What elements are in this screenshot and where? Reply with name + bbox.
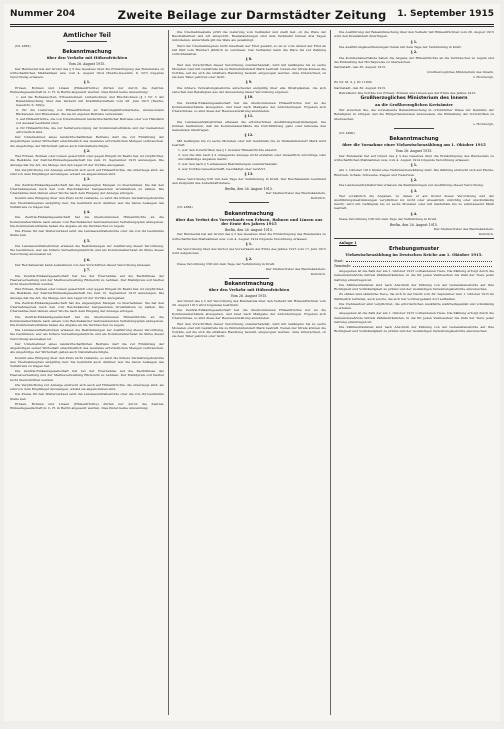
paragraph: Wird der Übernahmepreis nicht innerhalb der Frist gezahlt, so ist er vom Ablauf der Frist ab mit fünf vom Hundert jährlich zu verzinsen. Der Verkäufer kann die Ware bis zur Zahlung zurückbehalten. — [172, 43, 326, 56]
divider — [229, 278, 269, 279]
list-item: 2. wer die ihm nach § 2 obliegende Anzeige nicht erstattet oder wissentlich unrichtige oder unvollständige Angaben macht; — [178, 152, 326, 162]
list-item: 4. wer Vorräte beiseiteschafft, beschädigt oder zerstört. — [178, 166, 267, 171]
newspaper-page — [4, 4, 500, 721]
column-divider — [330, 30, 331, 715]
section-number: § 8. — [245, 57, 253, 62]
paragraph: Wer vorsätzlich die Angaben, zu denen er auf Grund dieser Verordnung und der Ausführungsbestimmungen verpflichtet ist, nicht oder wissentlich unrichtig oder unvollständig macht, wird mit Gefängnis bis zu sechs Monaten oder mit Geldstrafe bis zu zehntausend Mark bestraft. — [334, 194, 494, 211]
divider — [67, 41, 107, 42]
paragraph: Die Ausführung der Bekanntmachung über den Verkehr mit Hülsenfrüchten vom 26. August 1915 wird den Kreisämtern übertragen. — [334, 30, 494, 39]
list-item: 3. auf Hülsenfrüchte, die von Unternehmern landwirtschaftlicher Betriebe oder von Händlern zur Aussaat bestimmt sind; — [16, 117, 164, 126]
section-number: § 7. — [83, 268, 91, 273]
paragraph: Kommt eine Einigung über den Preis nicht zustande, so setzt die höhere Verwaltungsbehörde den Übernahmepreis endgültig fest. Sie bestimmt auch darüber, wer die baren Auslagen des Verfahrens zu tragen hat. — [10, 355, 164, 368]
issue-number: Nummer 204 — [10, 9, 76, 19]
paragraph: Die Verordnung über das Verbot des Vorverkaufs der Ernte des Jahres 1915 vom 17. Juni 1915 wird aufgehoben. — [172, 247, 326, 256]
notice-subtitle: über den Verkehr mit Hülsenfrüchten — [46, 55, 128, 61]
paragraph: Der Unternehmer eines landwirtschaftlichen Betriebs darf die zur Ernährung der Angehörigen seiner Wirtschaft einschließlich des Gesindes erforderlichen Mengen verbrauchen. Als Angehörige der Wirtschaft gelten auch Naturalberechtigte. — [10, 135, 164, 148]
item-list — [178, 148, 326, 171]
place-date: Darmstadt, den 30. August 1915. — [334, 85, 387, 90]
paragraph: Diese Verordnung tritt mit dem Tage der Verkündung in Kraft. — [339, 217, 438, 222]
section-title: Amtlicher Teil — [63, 32, 111, 39]
column-2 — [172, 30, 326, 717]
paragraph: Wer Erbsen, Bohnen oder Linsen gewerblich oder gegen Entgelt im Besitz hat, ist verpflichtet, die Bestände der Zentral-Einkaufsgesellschaft bis zum 15. September 1915 anzuzeigen. Die Anzeige hat die Art, die Menge und den Lagerort der Vorräte anzugeben. — [10, 154, 164, 167]
signatory-name: v. Hombergk. — [473, 121, 494, 126]
list-item: 4. für Hülsenfrüchte, die zur Selbstversorgung der Kommunalverbände und der Gemeinden erforderlich sind. — [16, 125, 164, 135]
paragraph: Wer den Vorschriften dieser Verordnung zuwiderhandelt, wird mit Gefängnis bis zu sechs Monaten oder mit Geldstrafe bis zu fünfzehnhundert Mark bestraft. Neben der Strafe können die Vorräte, auf die sich die strafbare Handlung bezieht, eingezogen werden, ohne Unterschied, ob sie dem Täter gehören oder nicht. — [172, 321, 326, 339]
section-number: § 11. — [244, 114, 254, 119]
list-item: 3. wer den nach § 5 erlassenen Bestimmungen zuwiderhandelt; — [178, 161, 278, 166]
paragraph: Kommt eine Einigung über den Preis nicht zustande, so setzt die höhere Verwaltungsbehörde den Übernahmepreis endgültig fest. Sie bestimmt auch darüber, wer die baren Auslagen des Verfahrens zu tragen hat. — [10, 196, 164, 209]
signatory-name: Delbrück. — [310, 272, 326, 277]
paragraph: Mit Gefängnis bis zu sechs Monaten oder mit Geldstrafe bis zu fünfzehnhundert Mark wird bestraft: — [172, 138, 326, 147]
paragraph: Die Übernahmestelle prüft die Lieferung vom Verkäufer und stellt fest, ob die Ware der Beschaffenheit und Art entspricht. Beanstandungen sind dem Verkäufer binnen drei Tagen mitzuteilen; andernfalls gilt die Ware als genehmigt. — [172, 30, 326, 43]
notice-date: Vom 26. August 1915. — [395, 148, 433, 153]
masthead — [10, 8, 494, 25]
paragraph: Der Unternehmer eines landwirtschaftlichen Betriebs darf die zur Ernährung der Angehörigen seiner Wirtschaft einschließlich des Gesindes erforderlichen Mengen verbrauchen. Als Angehörige der Wirtschaft gelten auch Naturalberechtigte. — [10, 341, 164, 355]
paragraph: Die Preise für den Weiterverkauf setzt die Landeszentralbehörde oder die von ihr bestimmte Stelle fest. — [10, 392, 164, 401]
form-title: Erhebungsmuster — [388, 246, 440, 253]
signatory-name: Delbrück. — [478, 231, 494, 236]
paragraph: Die Zentral-Einkaufsgesellschaft hat die übernommenen Hülsenfrüchte nur an die Kommunalverbände abzugeben, und zwar nach Maßgabe der Anforderungen. Ergeben sich Überschüsse, so sind diese der Heeresverwaltung anzubieten. — [172, 100, 326, 113]
paragraph: Zu zählen sind sämtliche Tiere, die sich in der Nacht vom 30. September zum 1. Oktober 1915 im Zählbezirk befinden, auch solche, die sich nur vorübergehend dort aufhalten. — [334, 292, 494, 301]
notice-date: Vom 26. August 1915. — [230, 293, 268, 298]
paragraph: Betreffend: Die Vorräte von Erbsen, Bohnen und Linsen aus der Ernte des Jahres 1915. — [339, 90, 477, 95]
divider — [334, 238, 494, 239]
signatory-name: Delbrück. — [310, 196, 326, 201]
paragraph: Diese Verordnung tritt mit dem Tage der Verkündung in Kraft. Der Reichskanzler bestimmt den Zeitpunkt des Außerkrafttretens. — [172, 177, 326, 186]
notice-title: Bekanntmachung — [224, 281, 274, 288]
column-divider — [168, 30, 169, 715]
paragraph: Die Viehbesitzer sind verpflichtet, die erforderlichen Auskünfte wahrheitsgemäß und vollständig zu erteilen. — [334, 301, 494, 311]
paragraph: Die Landeszentralbehörden erlassen die Bestimmungen zur Ausführung dieser Verordnung. Sie bestimmen, wer als höhere Verwaltungsbehörde und als Kommunalverband im Sinne dieser Verordnung anzusehen ist. — [10, 328, 164, 341]
list-item: 2. für die Lieferung von Hülsenfrüchten an Nahrungsmittelbetriebe, insbesondere Bäckereien und Brauereien, die sie im eigenen Betriebe verwenden; — [16, 108, 164, 117]
issue-date: 1. September 1915 — [397, 9, 494, 19]
divider — [394, 128, 434, 129]
place-date: Berlin, den 26. August 1915. — [224, 186, 274, 191]
paragraph: Die Verpflichtung zur Anzeige erstreckt sich auch auf Hülsenfrüchte, die unterwegs sind; sie sind von dem Empfänger anzuzeigen, sobald sie angekommen sind. — [10, 382, 164, 392]
divider — [229, 202, 269, 203]
header-rule — [10, 26, 494, 27]
paragraph: Am 1. Oktober 1915 findet eine Viehzwischenzählung statt. Die Zählung erstreckt sich auf Pferde, Rindvieh, Schafe, Schweine, Ziegen und Federvieh. — [334, 168, 494, 177]
newspaper-title: Zweite Beilage zur Darmstädter Zeitung — [117, 8, 387, 22]
section-number: § 1. — [410, 163, 418, 168]
ministry-name: Großherzogliches Ministerium des Innern. — [427, 70, 494, 75]
paragraph: Die Verpflichtung zur Anzeige erstreckt sich auch auf Hülsenfrüchte, die unterwegs sind; sie sind von dem Empfänger anzuzeigen, sobald sie angekommen sind. — [10, 167, 164, 177]
paragraph: Auf Grund des § 5 der Verordnung des Bundesrats über den Verkehr mit Hülsenfrüchten vom 26. August 1915 wird folgendes bestimmt: — [172, 298, 326, 307]
paragraph: Die Zentral-Einkaufsgesellschaft hat die übernommenen Hülsenfrüchte nur an die Kommunalverbände abzugeben, und zwar nach Maßgabe der Anforderungen. Ergeben sich Überschüsse, so sind diese der Heeresverwaltung anzubieten. — [172, 308, 326, 321]
notice-ref: (Nr. 4884) — [177, 205, 193, 210]
section-number: § 13. — [244, 171, 254, 176]
notice-subtitle: über den Verkehr mit Hülsenfrüchten — [208, 287, 290, 293]
section-number: § 2. — [410, 177, 418, 182]
notice-ref: (Nr. 4883) — [15, 44, 31, 48]
notice-subtitle: über die Vornahme einer Viehzwischenzählung am 1. Oktober 1915 — [342, 142, 486, 148]
notice-title: Bekanntmachung — [224, 210, 274, 217]
section-number: § 2. — [83, 148, 91, 153]
paragraph: Der Bundesrat hat auf Grund des § 3 des Gesetzes über die Ermächtigung des Bundesrats zu wirtschaftlichen Maßnahmen usw. vom 4. August 1914 (Reichs-Gesetzbl. S. 327) folgende Verordnung erlassen: — [10, 66, 164, 79]
paragraph: Der Reichskanzler kann Ausnahmen von den Vorschriften dieser Verordnung zulassen. — [15, 262, 152, 267]
paragraph: Die Landeszentralbehörden erlassen die erforderlichen Ausführungsbestimmungen. Sie können bestimmen, daß die Kommunalverbände die Durchführung ganz oder teilweise den Gemeinden übertragen. — [172, 119, 326, 132]
column-3 — [334, 30, 494, 717]
ministry-heading: Großherzogliches Ministerium des Innern — [360, 96, 468, 102]
section-number: § 5. — [83, 238, 91, 243]
paragraph: Der Bundesrat hat auf Grund des § 3 des Gesetzes über die Ermächtigung des Bundesrats zu wirtschaftlichen Maßnahmen usw. vom 4. August 1914 folgende Verordnung erlassen: — [334, 153, 494, 162]
section-number: § 3. — [83, 177, 91, 182]
notice-date: Vom 26. August 1915. — [68, 61, 106, 66]
list-item: 1. wer den Vorschriften des § 1 zuwider Hülsenfrüchte absetzt; — [178, 148, 278, 153]
addressee: an die Großherzoglichen Kreisämter — [375, 101, 453, 107]
annex-label: Anlage 1 — [339, 240, 357, 245]
reference-number: Zu Nr. M. d. J. III 11209. — [334, 80, 373, 85]
item-list — [16, 95, 164, 134]
notice-title: Bekanntmachung — [62, 49, 112, 56]
paragraph: Die Zählbezirkslisten sind nach Abschluß der Zählung von der Gemeindebehörde auf ihre Richtigkeit und Vollständigkeit zu prüfen und der zuständigen Verwaltungsbehörde einzureichen. — [334, 325, 494, 334]
section-number: § 4. — [83, 210, 91, 215]
paragraph: Erbsen, Bohnen und Linsen (Hülsenfrüchte) dürfen nur durch die Zentral-Einkaufsgesellschaft m. b. H. in Berlin abgesetzt werden. Dies findet keine Anwendung: — [10, 85, 164, 94]
column-1 — [10, 30, 164, 717]
section-number: § 1. — [410, 39, 418, 44]
paragraph: Die Landeszentralbehörden erlassen die Bestimmungen zur Ausführung dieser Verordnung. Sie bestimmen, wer als höhere Verwaltungsbehörde und als Kommunalverband im Sinne dieser Verordnung anzusehen ist. — [10, 243, 164, 257]
paragraph: Die Zentral-Einkaufsgesellschaft hat bei der Übernahme auf die Bedürfnisse der Heeresverwaltung und der Marineverwaltung Rücksicht zu nehmen. Der Marktpreis soll hierbei nicht überschritten werden. — [10, 273, 164, 286]
section-number: § 6. — [83, 257, 91, 262]
paragraph: Die Zentral-Einkaufsgesellschaft hat die angezeigten Mengen zu übernehmen. Sie hat den Übernahmepreis nach den vom Reichskanzler festgesetzten Grundsätzen zu zahlen. Die Übernahme muß binnen einer Woche nach dem Eingang der Anzeige erfolgen. — [10, 182, 164, 196]
form-field-municipality: Gemeinde: — [334, 264, 494, 268]
notice-subtitle: über das Verbot des Vorverkaufs von Erbsen, Bohnen und Linsen aus der Ernte des Jahres 1915 — [175, 216, 323, 227]
paragraph: Der Bundesrat hat auf Grund des § 3 des Gesetzes über die Ermächtigung des Bundesrats zu wirtschaftlichen Maßnahmen usw. vom 4. August 1914 folgende Verordnung erlassen: — [172, 232, 326, 241]
place-date: Berlin, den 26. August 1915. — [389, 222, 439, 227]
list-item: 1. auf die Bohnensorten, Erbsenbohnen, Lintenbohnen und Brechbohnen (§ 1 Nr. 5 der Bekanntmachung über den Verkehr mit Kraftfuttermitteln vom 28. Juni 1915 (Reichs-Gesetzbl. S. 399)); — [16, 95, 164, 108]
paragraph: Wer Erbsen, Bohnen oder Linsen gewerblich oder gegen Entgelt im Besitz hat, ist verpflichtet, die Bestände der Zentral-Einkaufsgesellschaft bis zum 15. September 1915 anzuzeigen. Die Anzeige hat die Art, die Menge und den Lagerort der Vorräte anzugeben. — [10, 287, 164, 300]
signatory: Der Stellvertreter des Reichskanzlers. — [433, 227, 494, 232]
paragraph: Die Ausführungsbestimmungen treten mit dem Tage der Verkündung in Kraft. — [339, 44, 462, 49]
paragraph: Diese Verordnung tritt mit dem Tage der Verkündung in Kraft. — [177, 262, 276, 267]
paragraph: Angegeben ist die Zahl der am 1. Oktober 1915 vorhandenen Tiere. Die Zählung erfolgt durch die Gemeindebehörde mittels Zählbezirkslisten, in die für jeden Viehbesitzer die Zahl der Tiere jeder Gattung einzutragen ist. — [334, 311, 494, 324]
paragraph: Die Kommunalverbände haben die Abgabe der Hülsenfrüchte an die Verbraucher zu regeln und die Einhaltung der Höchstpreise zu überwachen. — [334, 55, 494, 64]
section-number: § 2. — [410, 50, 418, 55]
section-number: § 1. — [83, 80, 91, 85]
signatory: Der Stellvertreter des Reichskanzlers. — [265, 267, 326, 272]
paragraph: Die Zentral-Einkaufsgesellschaft hat die angezeigten Mengen zu übernehmen. Sie hat den Übernahmepreis nach den vom Reichskanzler festgesetzten Grundsätzen zu zahlen. Die Übernahme muß binnen einer Woche nach dem Eingang der Anzeige erfolgen. — [10, 300, 164, 314]
paragraph: Die Preise für den Weiterverkauf setzt die Landeszentralbehörde oder die von ihr bestimmte Stelle fest. — [10, 229, 164, 238]
place-date: Darmstadt, den 30. August 1915. — [334, 65, 387, 70]
section-number: § 10. — [244, 95, 254, 100]
paragraph: Erbsen, Bohnen und Linsen (Hülsenfrüchte) dürfen nur durch die Zentral-Einkaufsgesellschaft m. b. H. in Berlin abgesetzt werden. Dies findet keine Anwendung: — [10, 401, 164, 411]
section-number: § 4. — [410, 211, 418, 216]
paragraph: Die Landeszentralbehörden erlassen die Bestimmungen zur Ausführung dieser Verordnung. — [339, 183, 484, 188]
paragraph: Wer den Vorschriften dieser Verordnung zuwiderhandelt, wird mit Gefängnis bis zu sechs Monaten oder mit Geldstrafe bis zu fünfzehnhundert Mark bestraft. Neben der Strafe können die Vorräte, auf die sich die strafbare Handlung bezieht, eingezogen werden, ohne Unterschied, ob sie dem Täter gehören oder nicht. — [172, 62, 326, 80]
paragraph: Die höhere Verwaltungsbehörde entscheidet endgültig über alle Streitigkeiten, die sich zwischen den Beteiligten aus der Anwendung dieser Verordnung ergeben. — [172, 85, 326, 94]
paragraph: Die Zentral-Einkaufsgesellschaft hat die übernommenen Hülsenfrüchte an die Kommunalverbände nach einem vom Reichskanzler festzusetzenden Verteilungsplan abzugeben. Die Kommunalverbände haben die Abgabe an die Verbraucher zu regeln. — [10, 215, 164, 228]
paragraph: Die Zentral-Einkaufsgesellschaft hat bei der Übernahme auf die Bedürfnisse der Heeresverwaltung und der Marineverwaltung Rücksicht zu nehmen. Der Marktpreis soll hierbei nicht überschritten werden. — [10, 369, 164, 382]
notice-ref: (Nr. 4890) — [339, 131, 355, 136]
signatory: Der Stellvertreter des Reichskanzlers. — [265, 191, 326, 196]
section-number: § 2. — [245, 256, 253, 261]
section-number: § 3. — [410, 188, 418, 193]
signatory-name: v. Hombergk. — [473, 75, 494, 80]
form-subtitle: Viehzwischenzählung im Deutschen Reiche am 1. Oktober 1915. — [345, 252, 483, 258]
section-number: § 9. — [245, 80, 253, 85]
form-field-state: Staat: — [334, 259, 494, 263]
paragraph: Die Zentral-Einkaufsgesellschaft hat die übernommenen Hülsenfrüchte an die Kommunalverbände nach einem vom Reichskanzler festzusetzenden Verteilungsplan abzugeben. Die Kommunalverbände haben die Abgabe an die Verbraucher zu regeln. — [10, 314, 164, 327]
paragraph: Die Zählbezirkslisten sind nach Abschluß der Zählung von der Gemeindebehörde auf ihre Richtigkeit und Vollständigkeit zu prüfen und der zuständigen Verwaltungsbehörde einzureichen. — [334, 282, 494, 292]
section-number: § 1. — [245, 241, 253, 246]
paragraph: Wir ersuchen Sie, die vorstehende Bekanntmachung in ortsüblicher Weise zur Kenntnis der Beteiligten zu bringen und die Bürgermeistereien anzuweisen, die Einhaltung der Vorschriften zu überwachen. — [334, 108, 494, 121]
notice-date: Berlin, den 26. August 1915. — [224, 227, 274, 232]
section-number: § 12. — [244, 133, 254, 138]
notice-title: Bekanntmachung — [389, 136, 439, 143]
paragraph: Angegeben ist die Zahl der am 1. Oktober 1915 vorhandenen Tiere. Die Zählung erfolgt durch die Gemeindebehörde mittels Zählbezirkslisten, in die für jeden Viehbesitzer die Zahl der Tiere jeder Gattung einzutragen ist. — [334, 269, 494, 282]
